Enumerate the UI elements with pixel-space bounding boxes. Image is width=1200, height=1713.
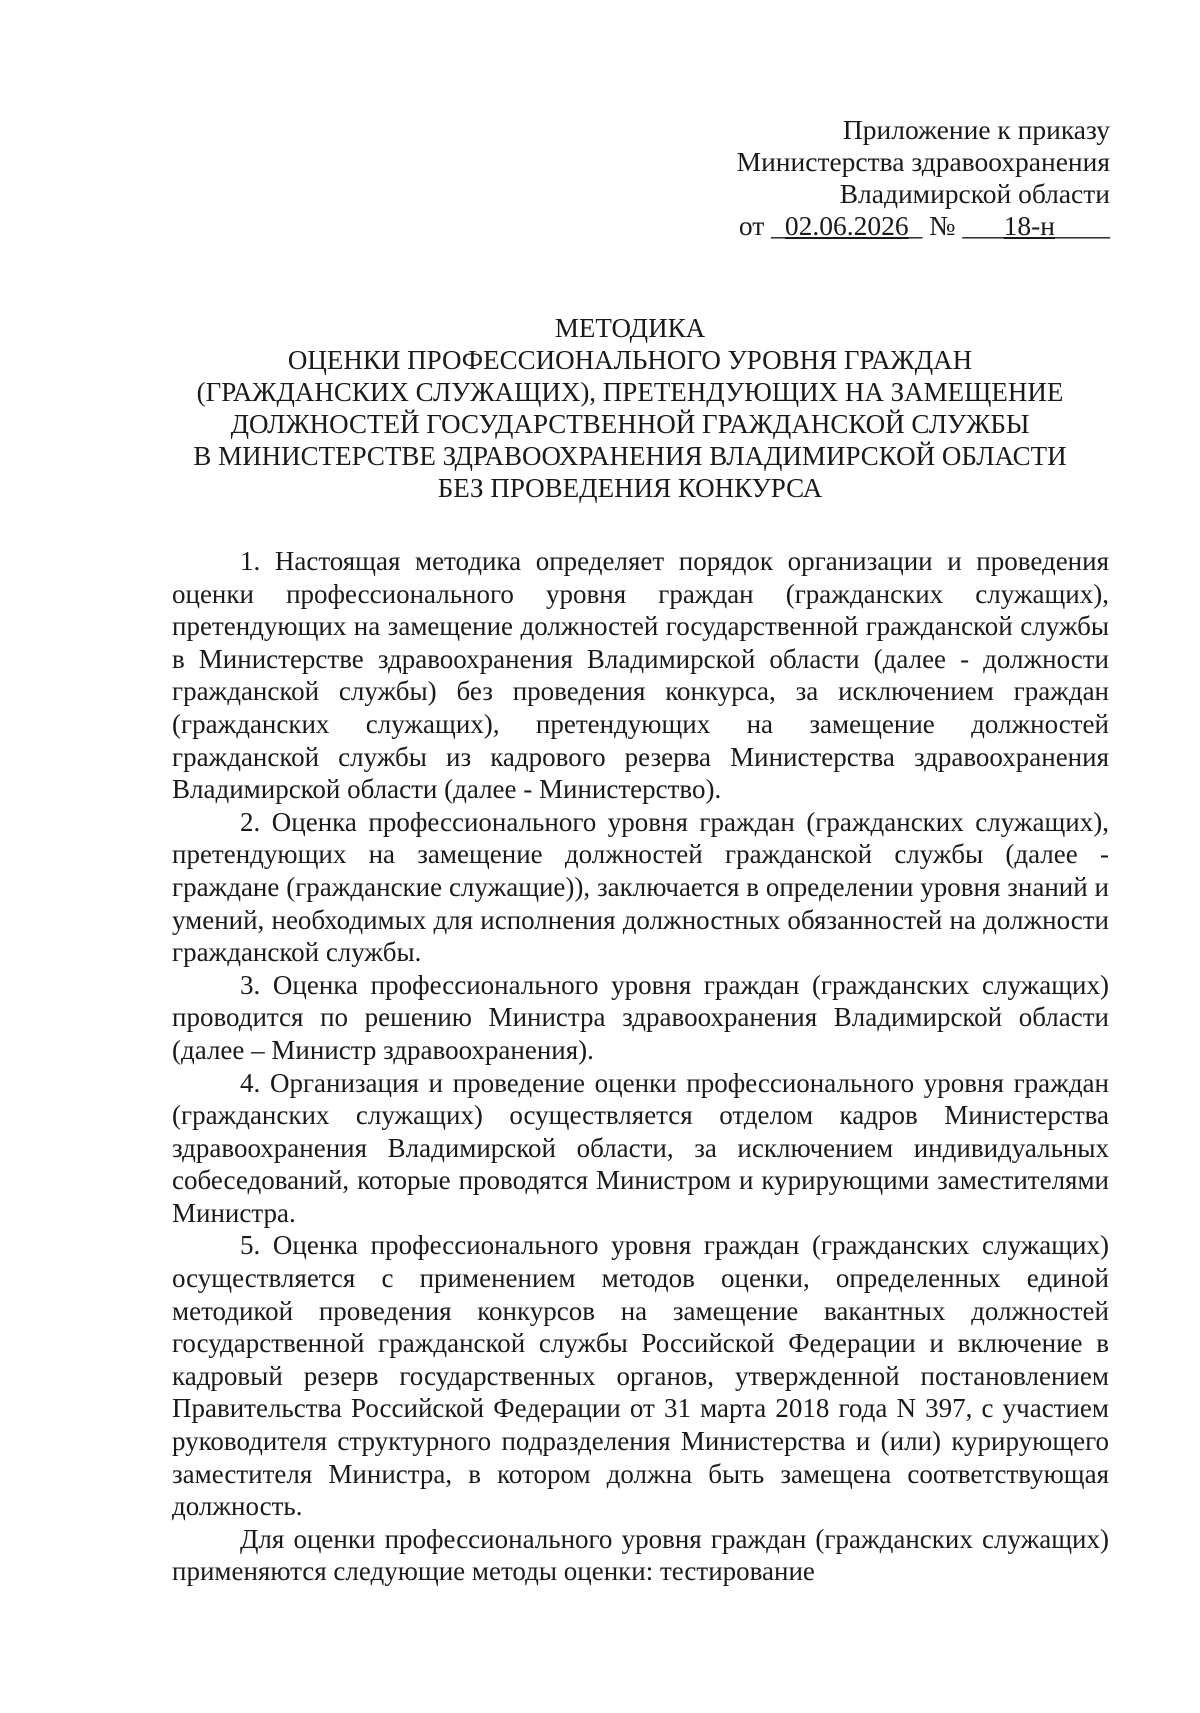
document-body	[172, 545, 1109, 1588]
paragraph-5: 5. Оценка профессионального уровня граждан (гражданских служащих) осуществляется с применением методов оценки, определенных единой методикой проведения конкурсов на замещение вакантных должностей государственной гражданской службы Российской Федерации и включение в кадровый резерв государственных органов, утвержденной постановлением Правительства Российской Федерации от 31 марта 2018 года N 397, с участием руководителя структурного подразделения Министерства и (или) курирующего заместителя Министра, в котором должна быть замещена соответствующая должность.	[172, 1230, 1109, 1522]
appendix-date-line	[550, 210, 1110, 242]
paragraph-1: 1. Настоящая методика определяет порядок организации и проведения оценки профессионального уровня граждан (гражданских служащих), претендующих на замещение должностей государственной гражданской службы в Министерстве здравоохранения Владимирской области (далее - должности гражданской службы) без проведения конкурса, за исключением граждан (гражданских служащих), претендующих на замещение должностей гражданской службы из кадрового резерва Министерства здравоохранения Владимирской области (далее - Министерство).	[172, 546, 1109, 805]
appendix-line-1: Приложение к приказу	[842, 114, 1110, 145]
paragraph-6: Для оценки профессионального уровня граждан (гражданских служащих) применяются следующие методы оценки: тестирование	[172, 1523, 1109, 1587]
appendix-line-2: Министерства здравоохранения	[736, 146, 1110, 177]
paragraph-4: 4. Организация и проведение оценки профессионального уровня граждан (гражданских служащих) осуществляется отделом кадров Министерства здравоохранения Владимирской области, за исключением индивидуальных собеседований, которые проводятся Министром и курирующими заместителями Министра.	[172, 1067, 1109, 1228]
paragraph-3: 3. Оценка профессионального уровня граждан (гражданских служащих) проводится по решению Министра здравоохранения Владимирской области (далее – Министр здравоохранения).	[172, 969, 1109, 1065]
title-line-1: МЕТОДИКА	[554, 313, 706, 343]
title-line-3: (ГРАЖДАНСКИХ СЛУЖАЩИХ), ПРЕТЕНДУЮЩИХ НА ЗАМЕЩЕНИЕ	[196, 377, 1064, 407]
appendix-header	[550, 114, 1110, 242]
title-line-2: ОЦЕНКИ ПРОФЕССИОНАЛЬНОГО УРОВНЯ ГРАЖДАН	[287, 345, 973, 375]
title-line-6: БЕЗ ПРОВЕДЕНИЯ КОНКУРСА	[437, 473, 823, 503]
order-number: 18-н	[1003, 210, 1055, 241]
document-title	[150, 312, 1110, 504]
number-prefix: _ № ___	[908, 210, 1004, 241]
title-line-5: В МИНИСТЕРСТВЕ ЗДРАВООХРАНЕНИЯ ВЛАДИМИРСКОЙ ОБЛАСТИ	[193, 441, 1067, 471]
title-line-4: ДОЛЖНОСТЕЙ ГОСУДАРСТВЕННОЙ ГРАЖДАНСКОЙ СЛУЖБЫ	[230, 409, 1030, 439]
date-prefix: от _	[738, 210, 785, 241]
order-date: 02.06.2026	[784, 210, 909, 241]
appendix-line-3: Владимирской области	[839, 178, 1110, 209]
number-suffix: ____	[1055, 210, 1110, 241]
paragraph-2: 2. Оценка профессионального уровня граждан (гражданских служащих), претендующих на замещение должностей гражданской службы (далее - граждане (гражданские служащие)), заключается в определении уровня знаний и умений, необходимых для исполнения должностных обязанностей на должности гражданской службы.	[172, 806, 1109, 968]
